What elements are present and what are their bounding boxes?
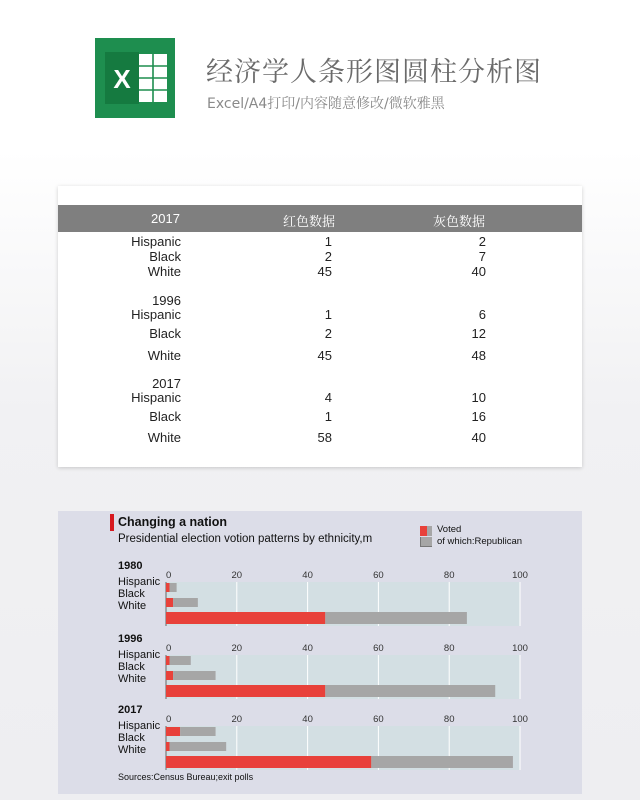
bar-gray (325, 685, 495, 697)
x-tick-label: 40 (302, 570, 313, 581)
x-tick-label: 100 (512, 643, 528, 654)
red-value: 1 (324, 234, 332, 249)
bar-red (166, 727, 180, 736)
bar-red (166, 685, 325, 697)
row-label: Hispanic (131, 234, 181, 249)
table-row (58, 348, 582, 364)
group-year: 1996 (152, 293, 181, 308)
x-tick-label: 20 (231, 570, 243, 581)
table-row (58, 264, 582, 280)
red-value: 1 (324, 409, 332, 424)
row-label: White (147, 430, 181, 445)
x-tick-label: 80 (443, 643, 455, 654)
x-tick-label: 80 (443, 570, 455, 581)
header-year: 2017 (151, 211, 180, 226)
row-label: Black (149, 409, 181, 424)
category-label: Black (118, 732, 145, 744)
gray-value: 10 (471, 390, 486, 405)
row-label: Black (149, 326, 181, 341)
x-tick-label: 40 (302, 714, 313, 725)
red-value: 45 (317, 264, 332, 279)
panel-year-label: 2017 (118, 704, 143, 716)
x-tick-label: 60 (373, 570, 384, 581)
bar-red (166, 612, 325, 624)
row-label: White (147, 264, 181, 279)
chart-subtitle: Presidential election votion patterns by ethnicity,m (118, 533, 373, 545)
table-row (58, 430, 582, 446)
red-value: 45 (317, 348, 332, 363)
group-year: 2017 (152, 376, 181, 391)
gray-value: 2 (478, 234, 486, 249)
bar-gray (371, 756, 513, 768)
bar-red (166, 583, 170, 592)
gray-value: 40 (471, 264, 486, 279)
row-label: Black (149, 249, 181, 264)
x-tick-label: 20 (231, 643, 243, 654)
panel-year-label: 1980 (118, 560, 143, 572)
header-red-data: 红色数据 (283, 214, 336, 229)
category-label: Hispanic (118, 576, 161, 588)
bar-red (166, 742, 170, 751)
header-gray-data: 灰色数据 (433, 214, 486, 229)
x-tick-label: 100 (512, 570, 528, 581)
row-label: Hispanic (131, 390, 181, 405)
x-tick-label: 80 (443, 714, 455, 725)
x-tick-label: 20 (231, 714, 243, 725)
svg-text:X: X (113, 64, 131, 94)
bar-chart (58, 511, 582, 794)
x-tick-label: 40 (302, 643, 313, 654)
gray-value: 12 (471, 326, 486, 341)
red-value: 2 (324, 249, 332, 264)
x-tick-label: 60 (373, 643, 384, 654)
gray-value: 16 (471, 409, 486, 424)
chart-source: Sources:Census Bureau;exit polls (118, 772, 254, 782)
category-label: White (118, 744, 147, 756)
table-row (58, 390, 582, 406)
x-tick-label: 60 (373, 714, 384, 725)
table-row (58, 326, 582, 342)
bar-gray (180, 727, 215, 736)
bar-red (166, 671, 173, 680)
bar-gray (325, 612, 467, 624)
table-row (58, 249, 582, 265)
gray-value: 6 (478, 307, 486, 322)
gray-value: 48 (471, 348, 486, 363)
category-label: Black (118, 588, 145, 600)
bar-gray (170, 656, 191, 665)
chart-title: Changing a nation (118, 515, 228, 529)
legend-label-republican: of which:Republican (437, 536, 523, 547)
x-tick-label: 100 (512, 714, 528, 725)
page-subtitle: Excel/A4打印/内容随意修改/微软雅黑 (207, 96, 445, 112)
x-tick-label: 0 (166, 570, 172, 581)
bar-gray (173, 671, 215, 680)
excel-logo-icon (95, 38, 175, 118)
legend-label-voted: Voted (437, 524, 462, 535)
bar-red (166, 756, 371, 768)
bar-gray (170, 583, 177, 592)
red-value: 1 (324, 307, 332, 322)
category-label: Hispanic (118, 720, 161, 732)
table-header (58, 205, 582, 232)
category-label: Hispanic (118, 649, 161, 661)
row-label: White (147, 348, 181, 363)
table-row (58, 307, 582, 323)
category-label: White (118, 673, 147, 685)
gray-value: 40 (471, 430, 486, 445)
bar-red (166, 656, 170, 665)
bar-gray (173, 598, 198, 607)
category-label: Black (118, 661, 145, 673)
red-value: 2 (324, 326, 332, 341)
table-row (58, 234, 582, 250)
category-label: White (118, 600, 147, 612)
bar-red (166, 598, 173, 607)
bar-gray (170, 742, 227, 751)
red-value: 4 (324, 390, 332, 405)
red-value: 58 (317, 430, 332, 445)
table-row (58, 409, 582, 425)
x-tick-label: 0 (166, 643, 172, 654)
page-title: 经济学人条形图圆柱分析图 (206, 57, 542, 88)
panel-year-label: 1996 (118, 633, 143, 645)
x-tick-label: 0 (166, 714, 172, 725)
chart-panel (58, 511, 582, 794)
data-table-card (58, 186, 582, 467)
gray-value: 7 (478, 249, 486, 264)
row-label: Hispanic (131, 307, 181, 322)
